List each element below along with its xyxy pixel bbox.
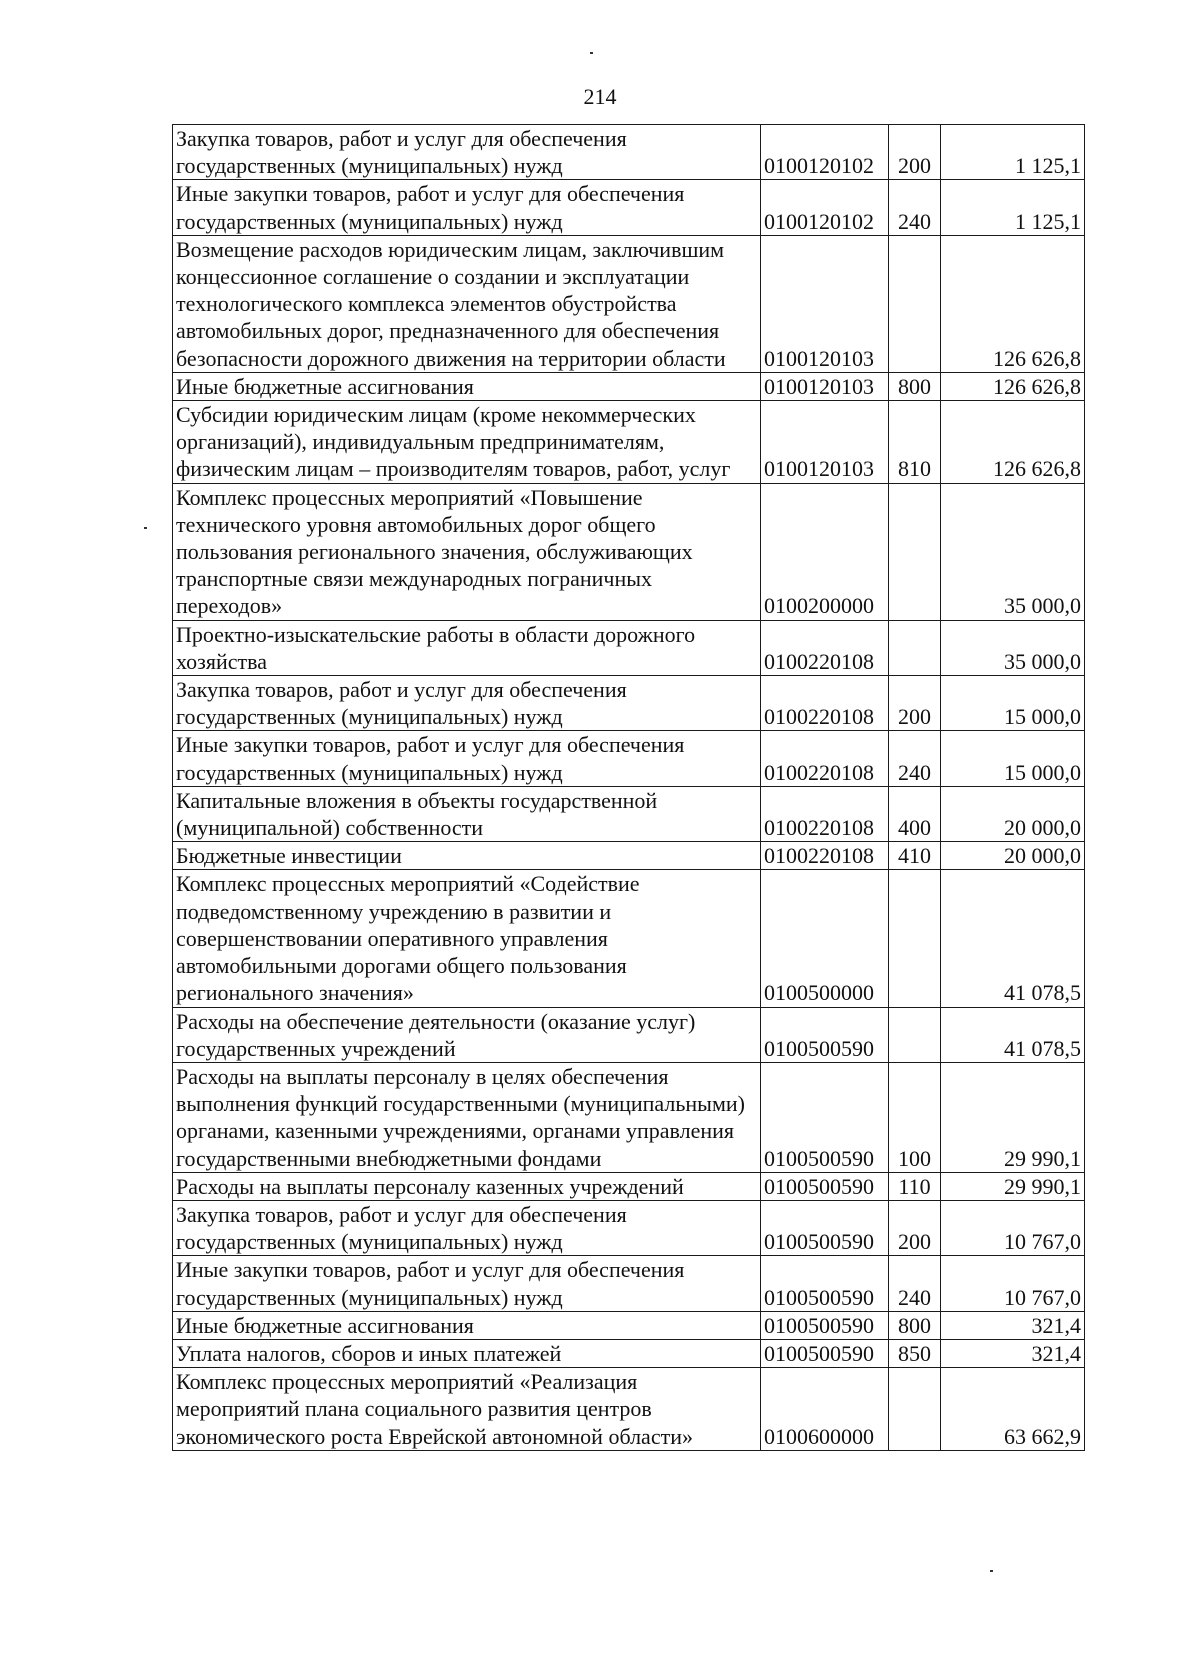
amount-cell: 1 125,1 <box>941 180 1085 235</box>
amount-cell: 41 078,5 <box>941 870 1085 1007</box>
expense-name-cell: Иные бюджетные ассигнования <box>173 1311 761 1339</box>
expense-type-cell: 240 <box>889 1256 941 1311</box>
expense-type-cell <box>889 620 941 675</box>
target-article-code-cell: 0100500590 <box>761 1256 889 1311</box>
scan-speck <box>590 52 593 54</box>
expense-name-cell: Возмещение расходов юридическим лицам, заключившим концессионное соглашение о создании и эксплуатации технологического комплекса элементов обустройства автомобильных дорог, предназначенного для обеспечения безопасности дорожного движения на территории области <box>173 235 761 372</box>
table-row <box>173 180 1085 235</box>
expense-name-cell: Закупка товаров, работ и услуг для обеспечения государственных (муниципальных) нужд <box>173 676 761 731</box>
expense-name-cell: Расходы на выплаты персоналу казенных учреждений <box>173 1172 761 1200</box>
target-article-code-cell: 0100500590 <box>761 1339 889 1367</box>
target-article-code-cell: 0100500000 <box>761 870 889 1007</box>
target-article-code-cell: 0100500590 <box>761 1062 889 1172</box>
expense-name-cell: Капитальные вложения в объекты государственной (муниципальной) собственности <box>173 786 761 841</box>
table-row <box>173 1368 1085 1451</box>
target-article-code-cell: 0100600000 <box>761 1368 889 1451</box>
expense-name-cell: Иные закупки товаров, работ и услуг для обеспечения государственных (муниципальных) нужд <box>173 1256 761 1311</box>
expense-name-cell: Расходы на обеспечение деятельности (оказание услуг) государственных учреждений <box>173 1007 761 1062</box>
expense-type-cell <box>889 235 941 372</box>
target-article-code-cell: 0100220108 <box>761 786 889 841</box>
target-article-code-cell: 0100220108 <box>761 620 889 675</box>
expense-type-cell: 800 <box>889 372 941 400</box>
expense-type-cell <box>889 1007 941 1062</box>
expense-name-cell: Иные бюджетные ассигнования <box>173 372 761 400</box>
amount-cell: 10 767,0 <box>941 1200 1085 1255</box>
target-article-code-cell: 0100500590 <box>761 1200 889 1255</box>
expense-name-cell: Проектно-изыскательские работы в области дорожного хозяйства <box>173 620 761 675</box>
table-row <box>173 372 1085 400</box>
table-row <box>173 842 1085 870</box>
amount-cell: 126 626,8 <box>941 235 1085 372</box>
expense-name-cell: Комплекс процессных мероприятий «Содействие подведомственному учреждению в развитии и совершенствовании оперативного управления автомобильными дорогами общего пользования регионального значения» <box>173 870 761 1007</box>
table-row <box>173 786 1085 841</box>
expense-name-cell: Уплата налогов, сборов и иных платежей <box>173 1339 761 1367</box>
expense-name-cell: Закупка товаров, работ и услуг для обеспечения государственных (муниципальных) нужд <box>173 1200 761 1255</box>
scan-speck <box>144 527 147 529</box>
table-row <box>173 1062 1085 1172</box>
budget-table-body <box>173 125 1085 1451</box>
target-article-code-cell: 0100220108 <box>761 731 889 786</box>
expense-type-cell: 100 <box>889 1062 941 1172</box>
expense-name-cell: Бюджетные инвестиции <box>173 842 761 870</box>
target-article-code-cell: 0100500590 <box>761 1172 889 1200</box>
expense-name-cell: Субсидии юридическим лицам (кроме некоммерческих организаций), индивидуальным предпринимателям, физическим лицам – производителям товаров, работ, услуг <box>173 401 761 484</box>
table-row <box>173 1311 1085 1339</box>
table-row <box>173 1007 1085 1062</box>
expense-type-cell: 400 <box>889 786 941 841</box>
table-row <box>173 676 1085 731</box>
amount-cell: 29 990,1 <box>941 1172 1085 1200</box>
target-article-code-cell: 0100220108 <box>761 676 889 731</box>
amount-cell: 321,4 <box>941 1339 1085 1367</box>
amount-cell: 15 000,0 <box>941 676 1085 731</box>
expense-type-cell: 240 <box>889 731 941 786</box>
target-article-code-cell: 0100120103 <box>761 401 889 484</box>
expense-type-cell: 240 <box>889 180 941 235</box>
expense-name-cell: Иные закупки товаров, работ и услуг для обеспечения государственных (муниципальных) нужд <box>173 731 761 786</box>
table-row <box>173 620 1085 675</box>
amount-cell: 15 000,0 <box>941 731 1085 786</box>
expense-type-cell: 200 <box>889 1200 941 1255</box>
amount-cell: 1 125,1 <box>941 125 1085 180</box>
table-row <box>173 235 1085 372</box>
target-article-code-cell: 0100120103 <box>761 235 889 372</box>
expense-name-cell: Закупка товаров, работ и услуг для обеспечения государственных (муниципальных) нужд <box>173 125 761 180</box>
target-article-code-cell: 0100500590 <box>761 1007 889 1062</box>
amount-cell: 321,4 <box>941 1311 1085 1339</box>
target-article-code-cell: 0100120103 <box>761 372 889 400</box>
target-article-code-cell: 0100500590 <box>761 1311 889 1339</box>
budget-table <box>172 124 1085 1451</box>
table-row <box>173 1339 1085 1367</box>
expense-name-cell: Иные закупки товаров, работ и услуг для обеспечения государственных (муниципальных) нужд <box>173 180 761 235</box>
expense-name-cell: Расходы на выплаты персоналу в целях обеспечения выполнения функций государственными (муниципальными) органами, казенными учреждениями, органами управления государственными внебюджетными фондами <box>173 1062 761 1172</box>
amount-cell: 126 626,8 <box>941 372 1085 400</box>
amount-cell: 63 662,9 <box>941 1368 1085 1451</box>
amount-cell: 29 990,1 <box>941 1062 1085 1172</box>
target-article-code-cell: 0100120102 <box>761 125 889 180</box>
expense-type-cell: 110 <box>889 1172 941 1200</box>
expense-type-cell <box>889 483 941 620</box>
amount-cell: 126 626,8 <box>941 401 1085 484</box>
target-article-code-cell: 0100120102 <box>761 180 889 235</box>
amount-cell: 20 000,0 <box>941 786 1085 841</box>
expense-type-cell: 200 <box>889 125 941 180</box>
expense-name-cell: Комплекс процессных мероприятий «Повышение технического уровня автомобильных дорог общего пользования регионального значения, обслуживающих транспортные связи международных пограничных переходов» <box>173 483 761 620</box>
expense-name-cell: Комплекс процессных мероприятий «Реализация мероприятий плана социального развития центров экономического роста Еврейской автономной области» <box>173 1368 761 1451</box>
amount-cell: 35 000,0 <box>941 483 1085 620</box>
table-row <box>173 731 1085 786</box>
table-row <box>173 483 1085 620</box>
expense-type-cell <box>889 870 941 1007</box>
amount-cell: 41 078,5 <box>941 1007 1085 1062</box>
table-row <box>173 125 1085 180</box>
expense-type-cell: 410 <box>889 842 941 870</box>
scan-speck <box>990 1570 993 1572</box>
table-row <box>173 1172 1085 1200</box>
expense-type-cell: 850 <box>889 1339 941 1367</box>
target-article-code-cell: 0100200000 <box>761 483 889 620</box>
expense-type-cell: 200 <box>889 676 941 731</box>
amount-cell: 20 000,0 <box>941 842 1085 870</box>
table-row <box>173 870 1085 1007</box>
amount-cell: 35 000,0 <box>941 620 1085 675</box>
table-row <box>173 1256 1085 1311</box>
amount-cell: 10 767,0 <box>941 1256 1085 1311</box>
page-number: 214 <box>583 84 617 109</box>
expense-type-cell: 810 <box>889 401 941 484</box>
table-row <box>173 401 1085 484</box>
expense-type-cell <box>889 1368 941 1451</box>
target-article-code-cell: 0100220108 <box>761 842 889 870</box>
expense-type-cell: 800 <box>889 1311 941 1339</box>
table-row <box>173 1200 1085 1255</box>
